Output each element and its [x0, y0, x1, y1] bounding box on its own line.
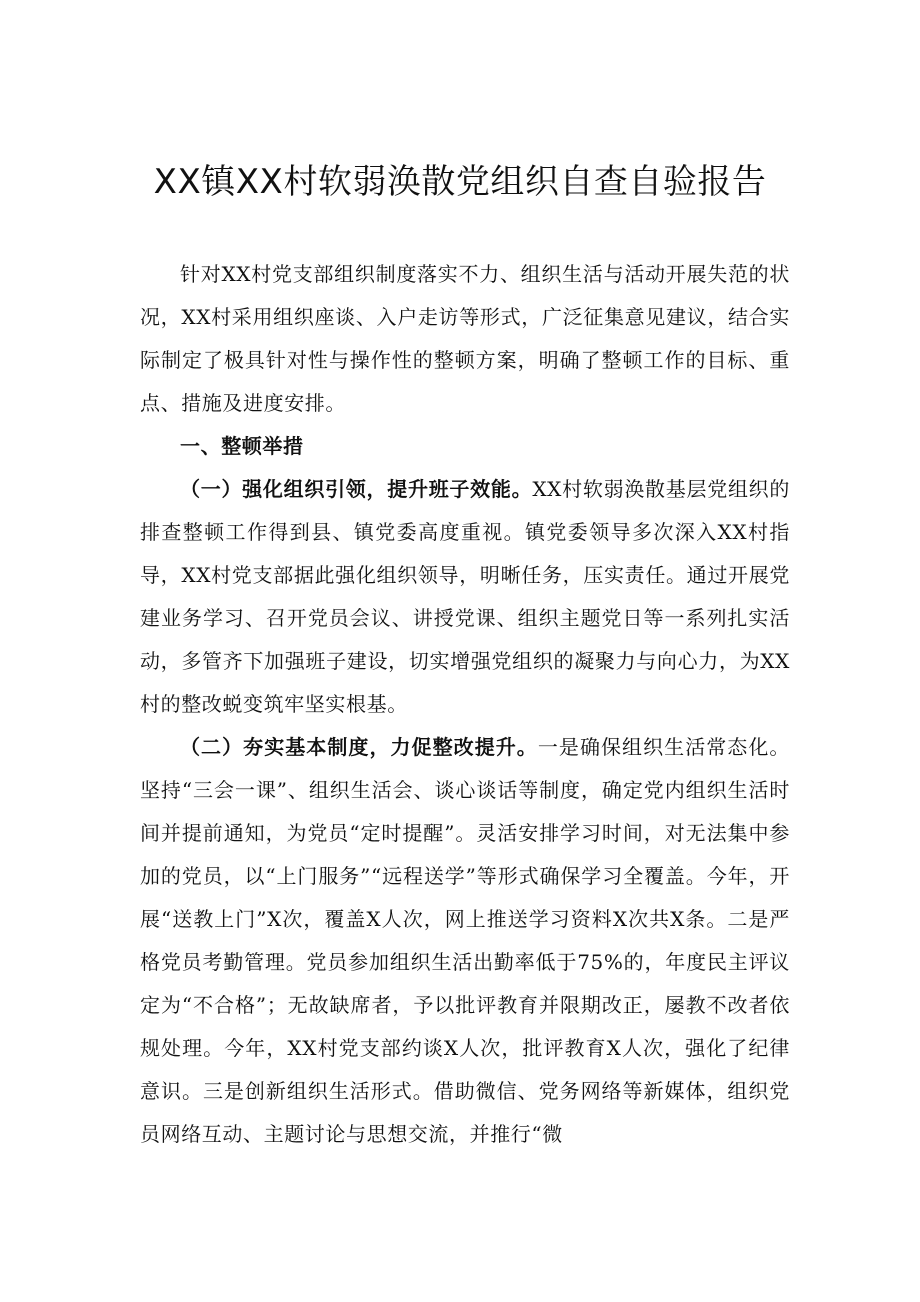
measure-2-paragraph	[140, 726, 790, 1156]
measure-1-lead: （一）强化组织引领，提升班子效能。	[180, 477, 533, 501]
document-body	[140, 253, 790, 1156]
section-heading: 一、整顿举措	[180, 434, 304, 458]
intro-paragraph: 针对XX村党支部组织制度落实不力、组织生活与活动开展失范的状况，XX村采用组织座谈、入户走访等形式，广泛征集意见建议，结合实际制定了极具针对性与操作性的整顿方案，明确了整顿工作的目标、重点、措施及进度安排。	[140, 262, 790, 415]
measure-1-body: XX村软弱涣散基层党组织的排查整顿工作得到县、镇党委高度重视。镇党委领导多次深入XX村指导，XX村党支部据此强化组织领导，明晰任务，压实责任。通过开展党建业务学习、召开党员会议、讲授党课、组织主题党日等一系列扎实活动，多管齐下加强班子建设，切实增强党组织的凝聚力与向心力，为XX村的整改蜕变筑牢坚实根基。	[140, 477, 791, 716]
measure-2-body: 一是确保组织生活常态化。坚持“三会一课”、组织生活会、谈心谈话等制度，确定党内组织生活时间并提前通知，为党员“定时提醒”。灵活安排学习时间，对无法集中参加的党员，以“上门服务”“远程送学”等形式确保学习全覆盖。今年，开展“送教上门”X次，覆盖X人次，网上推送学习资料X次共X条。二是严格党员考勤管理。党员参加组织生活出勤率低于75%的，年度民主评议定为“不合格”；无故缺席者，予以批评教育并限期改正，屡教不改者依规处理。今年，XX村党支部约谈X人次，批评教育X人次，强化了纪律意识。三是创新组织生活形式。借助微信、党务网络等新媒体，组织党员网络互动、主题讨论与思想交流，并推行“微	[140, 735, 791, 1146]
measure-1-paragraph	[140, 468, 790, 726]
measure-2-lead: （二）夯实基本制度，力促整改提升。	[180, 735, 538, 759]
document-title: XX镇XX村软弱涣散党组织自查自验报告	[153, 162, 767, 202]
